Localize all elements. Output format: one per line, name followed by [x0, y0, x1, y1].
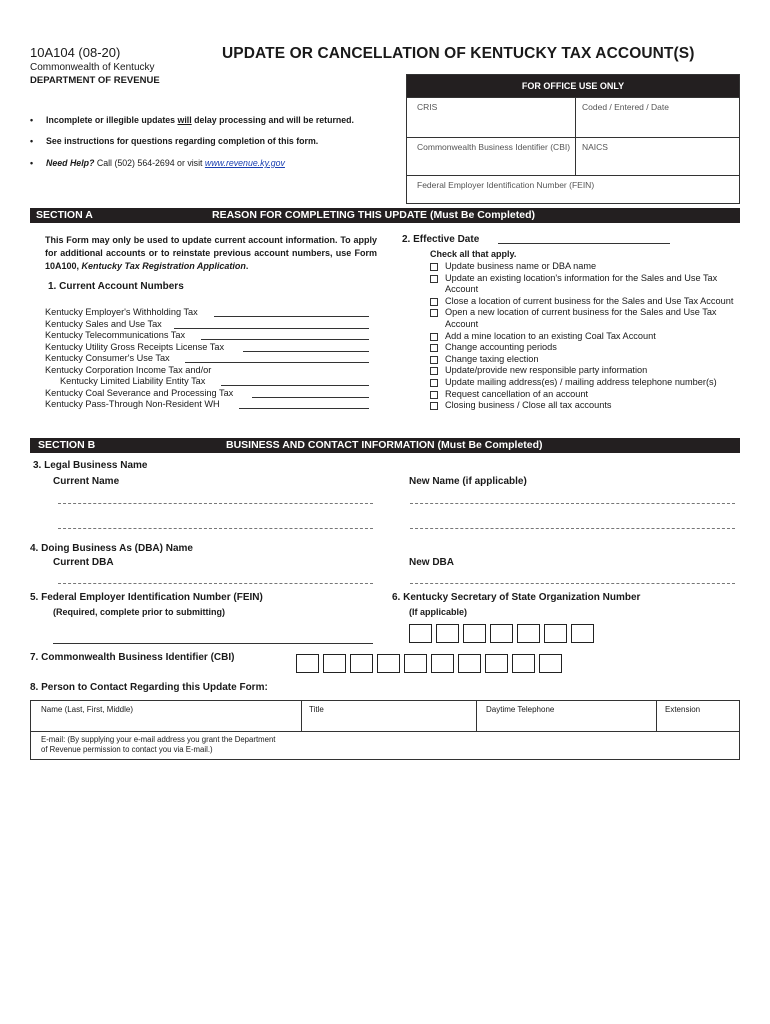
cbi-digit-box[interactable]: [350, 654, 373, 673]
email-note-line: of Revenue permission to contact you via E-mail.): [41, 745, 213, 754]
option-closing-business[interactable]: [430, 400, 735, 412]
fein-field[interactable]: [53, 643, 373, 644]
commonwealth-label: Commonwealth of Kentucky: [30, 62, 155, 73]
new-name-label: New Name (if applicable): [409, 476, 527, 487]
sos-digit-box[interactable]: [436, 624, 459, 643]
intro-end: .: [245, 261, 249, 271]
current-name-label: Current Name: [53, 476, 120, 487]
notice-text: See instructions for questions regarding completion of this form.: [46, 136, 319, 146]
cbi-number-boxes: [296, 654, 571, 674]
option-taxing-election[interactable]: [430, 354, 735, 366]
cbi-digit-box[interactable]: [377, 654, 400, 673]
account-label: Kentucky Consumer's Use Tax: [45, 353, 170, 363]
account-label: Kentucky Utility Gross Receipts License Tax: [45, 341, 225, 352]
option-label: Change taxing election: [445, 353, 539, 364]
sos-digit-box[interactable]: [490, 624, 513, 643]
option-close-location[interactable]: [430, 296, 735, 308]
notice-emphasis: will: [177, 115, 192, 125]
cris-field[interactable]: CRIS: [417, 102, 438, 112]
section-a-bar: [30, 208, 740, 223]
legal-name-heading: 3. Legal Business Name: [33, 460, 148, 471]
cbi-digit-box[interactable]: [296, 654, 319, 673]
bullet-icon: •: [30, 158, 34, 168]
email-note-line: E-mail: (By supplying your e-mail address you grant the Department: [41, 735, 276, 744]
section-b-label: SECTION B: [38, 439, 96, 451]
update-options: [430, 261, 735, 412]
bullet-icon: •: [30, 115, 34, 125]
sos-number-heading: 6. Kentucky Secretary of State Organization Number: [392, 592, 641, 603]
option-open-location[interactable]: [430, 307, 735, 330]
account-item-utility: [45, 342, 233, 354]
sos-digit-box[interactable]: [517, 624, 540, 643]
option-label: Request cancellation of an account: [445, 388, 589, 399]
new-name-field-1[interactable]: [410, 503, 735, 504]
checkbox[interactable]: [430, 298, 438, 306]
option-label: Close a location of current business for the Sales and Use Tax Account: [445, 295, 734, 306]
cbi-digit-box[interactable]: [404, 654, 427, 673]
contact-title-field[interactable]: Title: [309, 705, 324, 714]
section-a-label: SECTION A: [36, 209, 93, 221]
account-label: Kentucky Employer's Withholding Tax: [45, 307, 198, 317]
account-label: Kentucky Telecommunications Tax: [45, 330, 186, 340]
checkbox[interactable]: [430, 309, 438, 317]
account-item-corporation: [45, 365, 233, 377]
current-name-field-1[interactable]: [58, 503, 373, 504]
account-number-field[interactable]: [239, 408, 369, 409]
account-item-pass-through: [45, 399, 233, 411]
coded-entered-date-field[interactable]: Coded / Entered / Date: [582, 102, 669, 112]
section-a-title: REASON FOR COMPLETING THIS UPDATE (Must Be Completed): [212, 209, 535, 221]
account-number-field[interactable]: [252, 397, 369, 398]
fein-required-note: (Required, complete prior to submitting): [53, 607, 226, 617]
revenue-website-link[interactable]: www.revenue.ky.gov: [204, 158, 285, 168]
option-add-mine[interactable]: [430, 331, 735, 343]
account-label: Kentucky Sales and Use Tax: [45, 318, 162, 329]
cbi-field[interactable]: Commonwealth Business Identifier (CBI): [417, 142, 571, 152]
cbi-digit-box[interactable]: [323, 654, 346, 673]
form-title: UPDATE OR CANCELLATION OF KENTUCKY TAX ACCOUNT(S): [222, 45, 695, 62]
table-divider: [301, 701, 302, 731]
cbi-digit-box[interactable]: [485, 654, 508, 673]
checkbox[interactable]: [430, 333, 438, 341]
office-row-3: [407, 175, 739, 204]
office-row-2: [407, 137, 739, 175]
sos-digit-box[interactable]: [544, 624, 567, 643]
contact-phone-field[interactable]: Daytime Telephone: [486, 705, 555, 714]
fein-office-field[interactable]: Federal Employer Identification Number (FEIN): [417, 180, 595, 190]
section-b-bar: [30, 438, 740, 453]
sos-digit-box[interactable]: [463, 624, 486, 643]
department-label: DEPARTMENT OF REVENUE: [30, 75, 160, 86]
sos-digit-box[interactable]: [571, 624, 594, 643]
form-id: 10A104 (08-20): [30, 45, 121, 60]
account-item-consumer-use: [45, 353, 233, 365]
option-mailing-address[interactable]: [430, 377, 735, 389]
naics-field[interactable]: NAICS: [582, 142, 608, 152]
new-dba-field[interactable]: [410, 583, 735, 584]
account-number-field[interactable]: [185, 362, 369, 363]
checkbox[interactable]: [430, 275, 438, 283]
account-label: Kentucky Limited Liability Entity Tax: [60, 376, 206, 386]
intro-form-name: Kentucky Tax Registration Application: [81, 261, 246, 271]
office-row-1: [407, 97, 739, 137]
dba-heading: 4. Doing Business As (DBA) Name: [30, 543, 193, 554]
table-divider: [31, 731, 739, 732]
option-responsible-party[interactable]: [430, 365, 735, 377]
option-label: Open a new location of current business for the Sales and Use Tax Account: [445, 307, 717, 329]
section-b-title: BUSINESS AND CONTACT INFORMATION (Must Be Completed): [226, 439, 543, 451]
current-name-field-2[interactable]: [58, 528, 373, 529]
account-item-sales: [45, 319, 233, 331]
account-label: Kentucky Pass-Through Non-Resident WH: [45, 399, 220, 409]
option-label: Change accounting periods: [445, 342, 557, 353]
notice-text: delay processing and will be returned.: [191, 115, 354, 125]
account-number-field[interactable]: [201, 339, 369, 340]
new-dba-label: New DBA: [409, 557, 455, 568]
account-item-coal: [45, 388, 233, 400]
current-dba-field[interactable]: [58, 583, 373, 584]
account-list: [45, 307, 233, 411]
account-number-field[interactable]: [243, 351, 369, 352]
checkbox[interactable]: [430, 367, 438, 375]
cbi-digit-box[interactable]: [512, 654, 535, 673]
contact-table: [30, 700, 740, 760]
intro-text: This Form may only be used to update current account information. To apply for additional accounts or to reinstate previous account numbers, use Form 10A100,: [45, 235, 377, 271]
option-label: Update/provide new responsible party information: [445, 365, 648, 376]
account-number-field[interactable]: [221, 385, 369, 386]
cbi-digit-box[interactable]: [539, 654, 562, 673]
office-divider: [575, 98, 576, 138]
sos-number-boxes: [409, 624, 599, 644]
cbi-digit-box[interactable]: [431, 654, 454, 673]
option-accounting-periods[interactable]: [430, 342, 735, 354]
checkbox[interactable]: [430, 391, 438, 399]
option-update-name[interactable]: [430, 261, 735, 273]
option-label: Closing business / Close all tax accounts: [445, 400, 612, 411]
account-number-field[interactable]: [214, 316, 369, 317]
account-label: Kentucky Corporation Income Tax and/or: [45, 364, 212, 375]
section-a-intro: [45, 234, 377, 273]
checkbox[interactable]: [430, 402, 438, 410]
contact-name-field[interactable]: Name (Last, First, Middle): [41, 705, 134, 714]
checkbox[interactable]: [430, 356, 438, 364]
contact-email-field[interactable]: [41, 735, 275, 755]
checkbox[interactable]: [430, 379, 438, 387]
notice-text: Incomplete or illegible updates: [46, 115, 178, 125]
help-text: Call (502) 564-2694 or visit: [94, 158, 205, 168]
option-label: Update business name or DBA name: [445, 261, 597, 271]
option-label: Add a mine location to an existing Coal Tax Account: [445, 330, 656, 341]
effective-date-field[interactable]: [498, 243, 670, 244]
help-label: Need Help?: [46, 158, 95, 168]
checkbox[interactable]: [430, 344, 438, 352]
option-label: Update an existing location's information for the Sales and Use Tax Account: [445, 272, 718, 295]
effective-date-label: 2. Effective Date: [402, 234, 480, 245]
new-name-field-2[interactable]: [410, 528, 735, 529]
cbi-digit-box[interactable]: [458, 654, 481, 673]
office-divider: [575, 138, 576, 176]
fein-heading: 5. Federal Employer Identification Number (FEIN): [30, 592, 263, 603]
table-divider: [476, 701, 477, 731]
account-item-withholding: [45, 307, 233, 319]
contact-heading: 8. Person to Contact Regarding this Update Form:: [30, 682, 268, 693]
office-use-box: [406, 74, 740, 204]
account-number-field[interactable]: [174, 328, 369, 329]
current-accounts-heading: 1. Current Account Numbers: [48, 281, 184, 292]
account-item-llet: [45, 376, 233, 388]
office-use-heading: FOR OFFICE USE ONLY: [407, 75, 739, 97]
option-update-location[interactable]: [430, 273, 735, 296]
account-item-telecom: [45, 330, 233, 342]
sos-digit-box[interactable]: [409, 624, 432, 643]
checkbox[interactable]: [430, 263, 438, 271]
table-divider: [656, 701, 657, 731]
contact-extension-field[interactable]: Extension: [665, 705, 701, 714]
bullet-icon: •: [30, 136, 34, 146]
option-label: Update mailing address(es) / mailing address telephone number(s): [445, 376, 717, 387]
option-request-cancellation[interactable]: [430, 389, 735, 401]
check-all-label: Check all that apply.: [430, 249, 517, 259]
current-dba-label: Current DBA: [53, 557, 114, 568]
sos-applicable-note: (If applicable): [409, 607, 468, 617]
account-label: Kentucky Coal Severance and Processing Tax: [45, 387, 234, 398]
cbi-heading: 7. Commonwealth Business Identifier (CBI): [30, 652, 235, 663]
